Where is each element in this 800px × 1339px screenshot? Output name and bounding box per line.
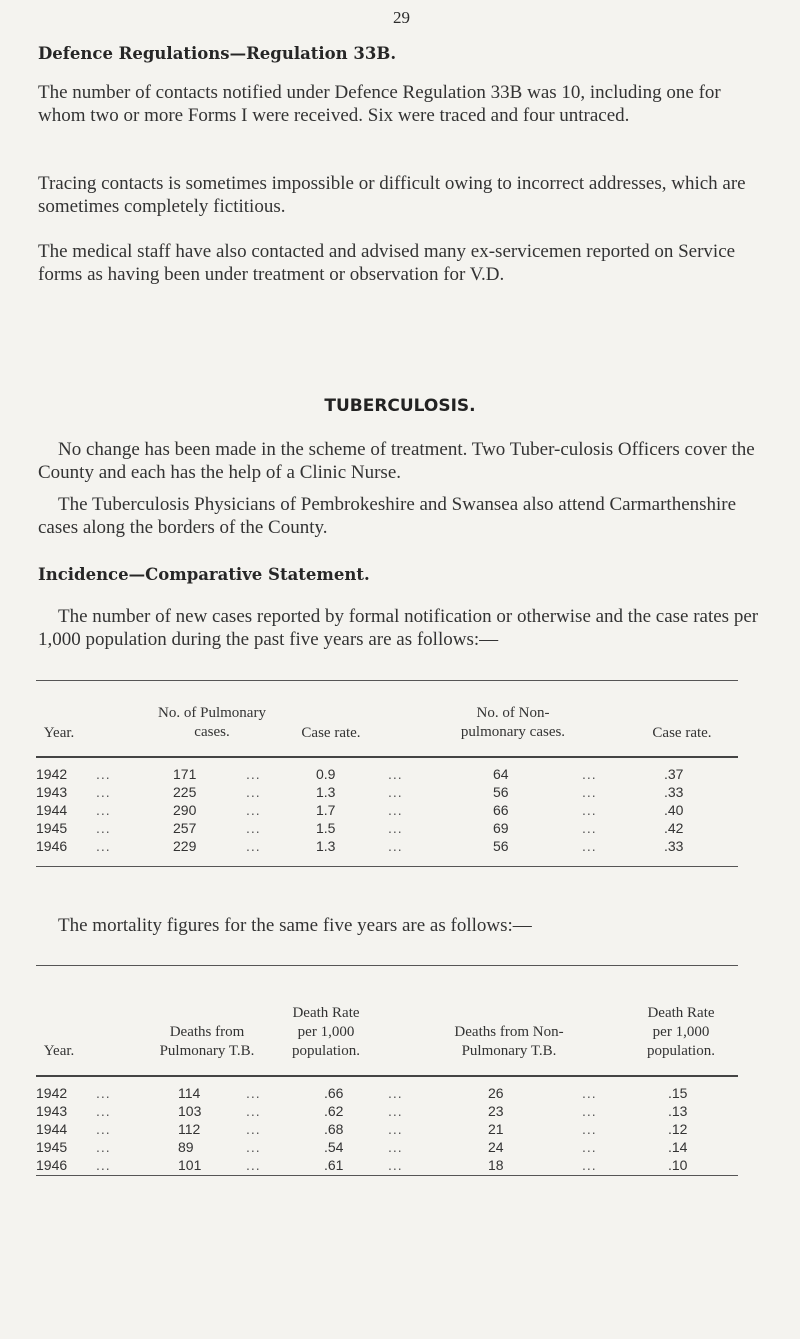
cell-rate2: .15 [668,1085,688,1101]
table-header-rule [36,1075,738,1077]
cell-rate1: 1.3 [316,784,336,800]
cell-year: 1945 [36,820,68,836]
leader-dots: ... [582,766,597,782]
cell-year: 1946 [36,1157,68,1173]
leader-dots: ... [388,784,403,800]
table-row [36,1157,738,1175]
cell-year: 1944 [36,802,68,818]
cell-pulm: 257 [173,820,197,836]
leader-dots: ... [582,1157,597,1173]
cell-nondeaths: 21 [488,1121,504,1137]
table-bottom-rule [36,866,738,867]
header-pulmonary-cases: No. of Pulmonary cases. [158,705,266,740]
header-deaths-pulmonary: Deaths from Pulmonary T.B. [159,1024,255,1059]
header-non-pulmonary-cases: No. of Non- pulmonary cases. [460,705,566,740]
table-row [36,1139,738,1157]
cell-rate2: .40 [664,802,684,818]
header-case-rate-non-pulmonary: Case rate. [652,725,712,741]
paragraph-mortality-intro: The mortality figures for the same five years are as follows:— [58,915,532,936]
leader-dots: ... [96,1157,111,1173]
leader-dots: ... [246,1121,261,1137]
paragraph-tb-physicians: The Tuberculosis Physicians of Pembrokeshire and Swansea also attend Carmarthenshire cases along the borders of the County. [38,494,737,538]
cell-rate1: .68 [324,1121,344,1137]
leader-dots: ... [246,838,261,854]
cell-rate1: .61 [324,1157,344,1173]
cell-nonpulm: 66 [493,802,509,818]
cell-rate2: .10 [668,1157,688,1173]
cell-rate1: .54 [324,1139,344,1155]
header-year: Year. [43,1043,75,1059]
cell-nonpulm: 56 [493,784,509,800]
leader-dots: ... [582,1085,597,1101]
table-row [36,766,738,784]
leader-dots: ... [582,784,597,800]
cell-year: 1946 [36,838,68,854]
leader-dots: ... [388,1121,403,1137]
leader-dots: ... [96,820,111,836]
leader-dots: ... [246,1157,261,1173]
header-deaths-non-pulmonary: Deaths from Non- Pulmonary T.B. [454,1024,564,1059]
leader-dots: ... [582,802,597,818]
table-bottom-rule [36,1175,738,1176]
cell-rate1: 1.5 [316,820,336,836]
cell-rate2: .33 [664,784,684,800]
cell-rate1: 1.7 [316,802,336,818]
header-death-rate-pulmonary: Death Rate per 1,000 population. [292,1005,360,1059]
cell-rate1: 1.3 [316,838,336,854]
cell-nonpulm: 64 [493,766,509,782]
cell-rate2: .42 [664,820,684,836]
leader-dots: ... [96,1121,111,1137]
tuberculosis-heading: TUBERCULOSIS. [324,396,476,416]
cell-year: 1943 [36,784,68,800]
leader-dots: ... [582,1103,597,1119]
table-top-rule [36,965,738,966]
header-death-rate-non-pulmonary: Death Rate per 1,000 population. [647,1005,715,1059]
leader-dots: ... [582,1139,597,1155]
cell-deaths: 114 [178,1085,201,1101]
leader-dots: ... [246,802,261,818]
leader-dots: ... [388,1139,403,1155]
leader-dots: ... [246,1085,261,1101]
cell-nondeaths: 23 [488,1103,504,1119]
table-row [36,1085,738,1103]
table-row [36,1121,738,1139]
table-row [36,802,738,820]
leader-dots: ... [388,820,403,836]
leader-dots: ... [582,820,597,836]
cell-rate2: .37 [664,766,684,782]
leader-dots: ... [388,802,403,818]
cell-deaths: 112 [178,1121,201,1137]
table-row [36,838,738,856]
table-header-rule [36,756,738,758]
leader-dots: ... [246,1139,261,1155]
cell-rate1: .66 [324,1085,344,1101]
cell-deaths: 103 [178,1103,202,1119]
table-row [36,1103,738,1121]
incidence-heading: Incidence—Comparative Statement. [38,565,370,584]
cell-rate2: .33 [664,838,684,854]
leader-dots: ... [388,1157,403,1173]
cell-year: 1944 [36,1121,68,1137]
cell-year: 1942 [36,766,68,782]
leader-dots: ... [246,784,261,800]
cell-nonpulm: 69 [493,820,509,836]
cell-nonpulm: 56 [493,838,509,854]
leader-dots: ... [96,838,111,854]
leader-dots: ... [96,1139,111,1155]
cell-deaths: 89 [178,1139,194,1155]
table-top-rule [36,680,738,681]
cell-rate2: .12 [668,1121,688,1137]
leader-dots: ... [246,1103,261,1119]
leader-dots: ... [388,766,403,782]
paragraph-tracing-contacts: Tracing contacts is sometimes impossible or difficult owing to incorrect addresses, which are sometimes completely fictitious. [38,173,746,217]
cell-pulm: 290 [173,802,197,818]
header-case-rate-pulmonary: Case rate. [301,725,361,741]
leader-dots: ... [96,1103,111,1119]
cell-rate1: .62 [324,1103,344,1119]
leader-dots: ... [246,820,261,836]
incidence-table [36,680,738,870]
paragraph-new-cases-intro: The number of new cases reported by formal notification or otherwise and the case rates per 1,000 population during the past five years are as follows:— [38,606,759,650]
cell-pulm: 229 [173,838,197,854]
leader-dots: ... [246,766,261,782]
cell-nondeaths: 26 [488,1085,504,1101]
leader-dots: ... [96,766,111,782]
cell-deaths: 101 [178,1157,202,1173]
page-number: 29 [393,8,410,27]
cell-year: 1945 [36,1139,68,1155]
paragraph-contacts-notified: The number of contacts notified under Defence Regulation 33B was 10, including one for whom two or more Forms I were received. Six were traced and four untraced. [38,82,721,126]
cell-rate2: .13 [668,1103,688,1119]
cell-nondeaths: 24 [488,1139,504,1155]
cell-pulm: 171 [173,766,197,782]
table-row [36,784,738,802]
paragraph-treatment-scheme: No change has been made in the scheme of treatment. Two Tuber-culosis Officers cover the County and each has the help of a Clinic Nurse. [38,439,755,483]
defence-regulations-heading: Defence Regulations—Regulation 33B. [38,44,397,63]
leader-dots: ... [582,1121,597,1137]
cell-year: 1943 [36,1103,68,1119]
leader-dots: ... [96,784,111,800]
leader-dots: ... [388,1085,403,1101]
leader-dots: ... [388,1103,403,1119]
cell-year: 1942 [36,1085,68,1101]
cell-rate1: 0.9 [316,766,336,782]
leader-dots: ... [388,838,403,854]
paragraph-medical-staff: The medical staff have also contacted and advised many ex-servicemen reported on Service forms as having been under treatment or observation for V.D. [38,241,736,285]
table-row [36,820,738,838]
cell-pulm: 225 [173,784,197,800]
cell-rate2: .14 [668,1139,688,1155]
leader-dots: ... [582,838,597,854]
leader-dots: ... [96,1085,111,1101]
header-year: Year. [43,725,75,741]
leader-dots: ... [96,802,111,818]
mortality-table [36,965,738,1180]
cell-nondeaths: 18 [488,1157,504,1173]
